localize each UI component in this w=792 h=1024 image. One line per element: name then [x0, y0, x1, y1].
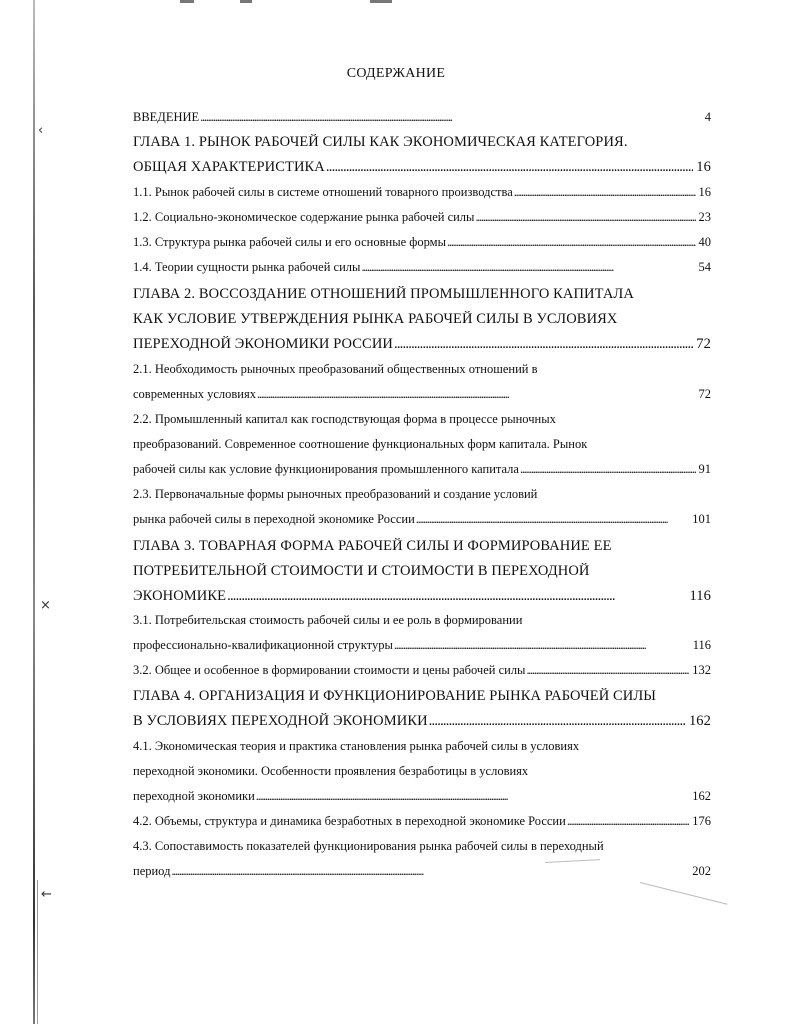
toc-leader-dots	[475, 210, 695, 225]
toc-entry-text: 3.2. Общее и особенное в формировании стоимости и цены рабочей силы	[133, 663, 526, 677]
scan-noise	[545, 859, 600, 863]
toc-entry	[133, 462, 711, 482]
toc-entry-text: В УСЛОВИЯХ ПЕРЕХОДНОЙ ЭКОНОМИКИ	[133, 713, 428, 729]
toc-entry-text: рабочей силы как условие функционирования промышленного капитала	[133, 462, 519, 476]
scan-left-edge	[33, 0, 35, 1024]
toc-leader-dots	[416, 512, 689, 527]
toc-entry-text: 4.2. Объемы, структура и динамика безработных в переходной экономике России	[133, 814, 566, 828]
toc-leader-dots	[326, 159, 693, 176]
toc-entry-page: 4	[704, 110, 711, 124]
toc-leader-dots	[171, 864, 689, 879]
toc-entry	[133, 159, 711, 179]
toc-entry	[133, 563, 711, 583]
toc-entry-text: ВВЕДЕНИЕ	[133, 110, 200, 124]
toc-entry	[133, 538, 711, 558]
toc-entry	[133, 638, 711, 658]
toc-leader-dots	[394, 638, 690, 653]
toc-entry-page: 132	[692, 663, 711, 677]
toc-entry	[133, 286, 711, 306]
margin-mark: ×	[40, 598, 51, 613]
toc-entry	[133, 764, 711, 784]
toc-entry	[133, 713, 711, 733]
toc-entry-page: 101	[692, 512, 711, 526]
toc-entry-text: ГЛАВА 1. РЫНОК РАБОЧЕЙ СИЛЫ КАК ЭКОНОМИЧЕСКАЯ КАТЕГОРИЯ.	[133, 134, 628, 150]
toc-entry-page: 72	[698, 387, 711, 401]
toc-leader-dots	[567, 814, 689, 829]
toc-entry-text: переходной экономики	[133, 789, 255, 803]
toc-entry-text: профессионально-квалификационной структуры	[133, 638, 393, 652]
toc-entry-text: период	[133, 864, 171, 878]
toc-entry-text: ГЛАВА 2. ВОССОЗДАНИЕ ОТНОШЕНИЙ ПРОМЫШЛЕННОГО КАПИТАЛА	[133, 286, 634, 302]
toc-entry-text: 1.2. Социально-экономическое содержание рынка рабочей силы	[133, 210, 475, 224]
toc-leader-dots	[514, 185, 696, 200]
toc-entry-text: 4.1. Экономическая теория и практика становления рынка рабочей силы в условиях	[133, 739, 580, 753]
toc-entry-page: 162	[688, 713, 711, 729]
toc-entry	[133, 864, 711, 884]
toc-entry-text: переходной экономики. Особенности проявления безработицы в условиях	[133, 764, 529, 778]
toc-entry	[133, 235, 711, 255]
scan-noise	[640, 882, 728, 905]
toc-leader-dots	[200, 110, 702, 125]
page-title: СОДЕРЖАНИЕ	[346, 66, 446, 81]
toc-leader-dots	[257, 387, 696, 402]
toc-entry	[133, 412, 711, 432]
toc-entry-page: 16	[696, 159, 711, 175]
toc-entry-text: современных условиях	[133, 387, 256, 401]
toc-entry	[133, 814, 711, 834]
toc-entry	[133, 260, 711, 280]
toc-entry-text: КАК УСЛОВИЕ УТВЕРЖДЕНИЯ РЫНКА РАБОЧЕЙ СИЛЫ В УСЛОВИЯХ	[133, 311, 618, 327]
toc-entry	[133, 487, 711, 507]
toc-leader-dots	[447, 235, 696, 250]
toc-entry	[133, 663, 711, 683]
toc-entry	[133, 437, 711, 457]
toc-entry	[133, 336, 711, 356]
toc-entry-text: 2.2. Промышленный капитал как господствующая форма в процессе рыночных	[133, 412, 556, 426]
toc-leader-dots	[526, 663, 689, 678]
toc-entry-text: 1.4. Теории сущности рынка рабочей силы	[133, 260, 361, 274]
toc-entry-page: 116	[692, 638, 711, 652]
toc-entry-text: 1.1. Рынок рабочей силы в системе отношений товарного производства	[133, 185, 513, 199]
scan-top-marks	[180, 0, 410, 6]
toc-entry-page: 16	[698, 185, 711, 199]
margin-mark: ←	[41, 887, 52, 902]
toc-entry-page: 202	[692, 864, 711, 878]
toc-entry-text: 1.3. Структура рынка рабочей силы и его основные формы	[133, 235, 446, 249]
toc-entry	[133, 134, 711, 154]
toc-entry-text: ГЛАВА 4. ОРГАНИЗАЦИЯ И ФУНКЦИОНИРОВАНИЕ РЫНКА РАБОЧЕЙ СИЛЫ	[133, 688, 657, 704]
toc-entry	[133, 613, 711, 633]
toc-entry	[133, 839, 711, 859]
toc-leader-dots	[429, 713, 686, 730]
toc-entry-page: 116	[689, 588, 711, 604]
toc-entry	[133, 512, 711, 532]
toc-entry-text: ПОТРЕБИТЕЛЬНОЙ СТОИМОСТИ И СТОИМОСТИ В ПЕРЕХОДНОЙ	[133, 563, 590, 579]
toc-entry	[133, 739, 711, 759]
toc-leader-dots	[256, 789, 689, 804]
toc-entry-page: 54	[698, 260, 711, 274]
toc-entry	[133, 110, 711, 130]
toc-entry-page: 23	[698, 210, 711, 224]
toc-leader-dots	[227, 588, 686, 605]
toc-entry-page: 40	[698, 235, 711, 249]
toc-entry-page: 91	[698, 462, 711, 476]
toc-entry	[133, 688, 711, 708]
scan-left-edge-inner	[37, 880, 38, 1024]
toc-entry-text: ПЕРЕХОДНОЙ ЭКОНОМИКИ РОССИИ	[133, 336, 393, 352]
toc-entry-text: рынка рабочей силы в переходной экономике России	[133, 512, 415, 526]
toc-entry-page: 72	[696, 336, 711, 352]
toc-entry-text: преобразований. Современное соотношение функциональных форм капитала. Рынок	[133, 437, 588, 451]
toc-entry-text: ГЛАВА 3. ТОВАРНАЯ ФОРМА РАБОЧЕЙ СИЛЫ И ФОРМИРОВАНИЕ ЕЕ	[133, 538, 612, 554]
toc-leader-dots	[361, 260, 695, 275]
toc-entry	[133, 210, 711, 230]
toc-entry	[133, 311, 711, 331]
toc-entry	[133, 185, 711, 205]
toc-entry-page: 176	[692, 814, 711, 828]
toc-entry-page: 162	[692, 789, 711, 803]
toc-entry	[133, 789, 711, 809]
toc-leader-dots	[520, 462, 696, 477]
toc-entry-text: ОБЩАЯ ХАРАКТЕРИСТИКА	[133, 159, 325, 175]
toc-entry-text: 2.3. Первоначальные формы рыночных преобразований и создание условий	[133, 487, 538, 501]
toc-entry-text: 4.3. Сопоставимость показателей функционирования рынка рабочей силы в переходный	[133, 839, 604, 853]
toc-entry	[133, 588, 711, 608]
toc-entry-text: 2.1. Необходимость рыночных преобразований общественных отношений в	[133, 362, 538, 376]
toc-entry-text: ЭКОНОМИКЕ	[133, 588, 227, 604]
toc-entry	[133, 362, 711, 382]
toc-entry-text: 3.1. Потребительская стоимость рабочей силы и ее роль в формировании	[133, 613, 523, 627]
toc-entry	[133, 387, 711, 407]
margin-mark: ‹	[38, 123, 44, 138]
toc-leader-dots	[394, 336, 693, 353]
